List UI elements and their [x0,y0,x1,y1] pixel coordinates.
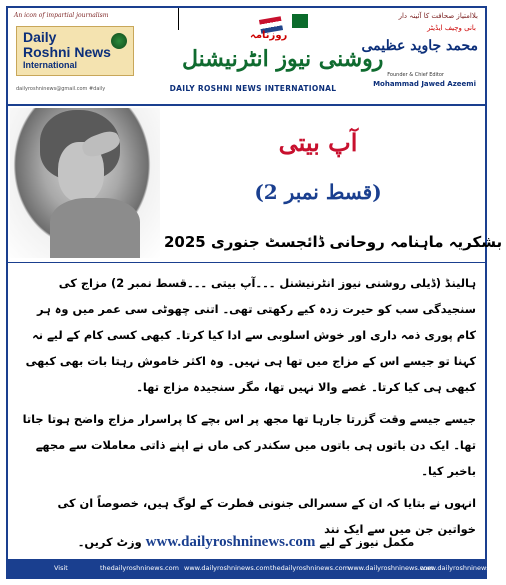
brand-logo[interactable] [16,26,134,76]
footer-link[interactable]: thedailyroshninews.com [270,564,349,572]
article-paragraph: ہالینڈ (ڈیلی روشنی نیوز انٹرنیشنل ۔۔۔آپ بیتی ۔۔۔قسط نمبر 2) مزاج کی سنجیدگی سب کو حیرت زدہ کیے رکھتی تھی۔ اتنی چھوٹی سی عمر میں وہ ہر کام پوری ذمہ داری اور خوش اسلوبی سے ادا کیا کرتا۔ کبھی کسی کام کے لیے نہ کہنا تو جیسے اس کے مزاج میں تھا ہی نہیں۔ وہ اکثر خاموش رہتا بات بھی کبھی کبھی ہی کیا کرتا۔ غصے والا نہیں تھا، مگر سنجیدہ مزاج تھا۔ [25,276,476,394]
english-tagline: An icon of impartial journalism [14,12,109,19]
article-body [16,270,476,548]
page-frame [6,6,506,579]
logo-prefix-urdu: روزنامہ [250,30,288,41]
masthead-center [168,12,384,100]
article-title: آپ بیتی [278,128,358,157]
footer-bar [8,559,506,577]
article-photo [10,108,160,258]
brand-line-1: Daily [23,29,57,45]
founder-label-urdu: بانی وچیف ایڈیٹر [427,24,476,32]
article-paragraph: جیسے جیسے وقت گزرتا جارہا تھا مجھ پر اس بچے کا پراسرار مزاج واضح ہوتا جاتا تھا۔ ایک دن باتوں ہی باتوں میں سکندر کی ماں نے اپنے ذاتی معاملات سے مجھے باخبر کیا۔ [22,412,476,478]
article-episode: (قسط نمبر 2) [254,180,382,204]
article-courtesy: بشکریہ ماہنامہ روحانی ڈائجسٹ جنوری 2025 [164,233,503,251]
footer-link[interactable]: www.dailyroshninews.com [184,564,270,572]
logo-english: DAILY ROSHNI NEWS INTERNATIONAL [169,84,337,93]
masthead [8,8,485,104]
brand-line-3: International [23,60,78,70]
founder-name-urdu: محمد جاوید عظیمی [361,38,478,54]
read-more-prefix: مکمل نیوز کے لیے [319,535,415,549]
read-more-line [16,534,476,551]
footer-link[interactable]: www.dailyroshninews.com [420,564,506,572]
contact-email: dailyroshninews@gmail.com #daily [16,86,106,92]
read-more-suffix: وزٹ کریں۔ [77,535,142,549]
footer-link[interactable]: thedailyroshninews.com [100,564,179,572]
masthead-left [14,12,164,98]
logo-urdu[interactable]: روشنی نیوز انٹرنیشنل [182,46,384,72]
article-paragraph: انہوں نے بتایا کہ ان کے سسرالی جنونی فطرت کے لوگ ہیں، خصوصاً ان کی خواتین جن میں سے ایک نند [57,496,476,536]
founder-name-english: Mohammad Jawed Azeemi [373,80,476,88]
photo-body [50,198,140,258]
founder-title-english: Founder & Chief Editor [387,72,444,78]
section-divider [8,262,485,263]
pakistan-flag-icon [286,14,308,28]
footer-visit: Visit [54,564,68,572]
website-link[interactable]: www.dailyroshninews.com [145,534,316,550]
footer-link[interactable]: www.dailyroshninews.com [348,564,434,572]
slogan-urdu: بلاامتیاز صحافت کا آئینہ دار [398,12,478,20]
masthead-divider [8,104,485,106]
brand-line-2: Roshni News [23,44,111,60]
masthead-right [344,12,484,100]
globe-icon [111,33,127,49]
